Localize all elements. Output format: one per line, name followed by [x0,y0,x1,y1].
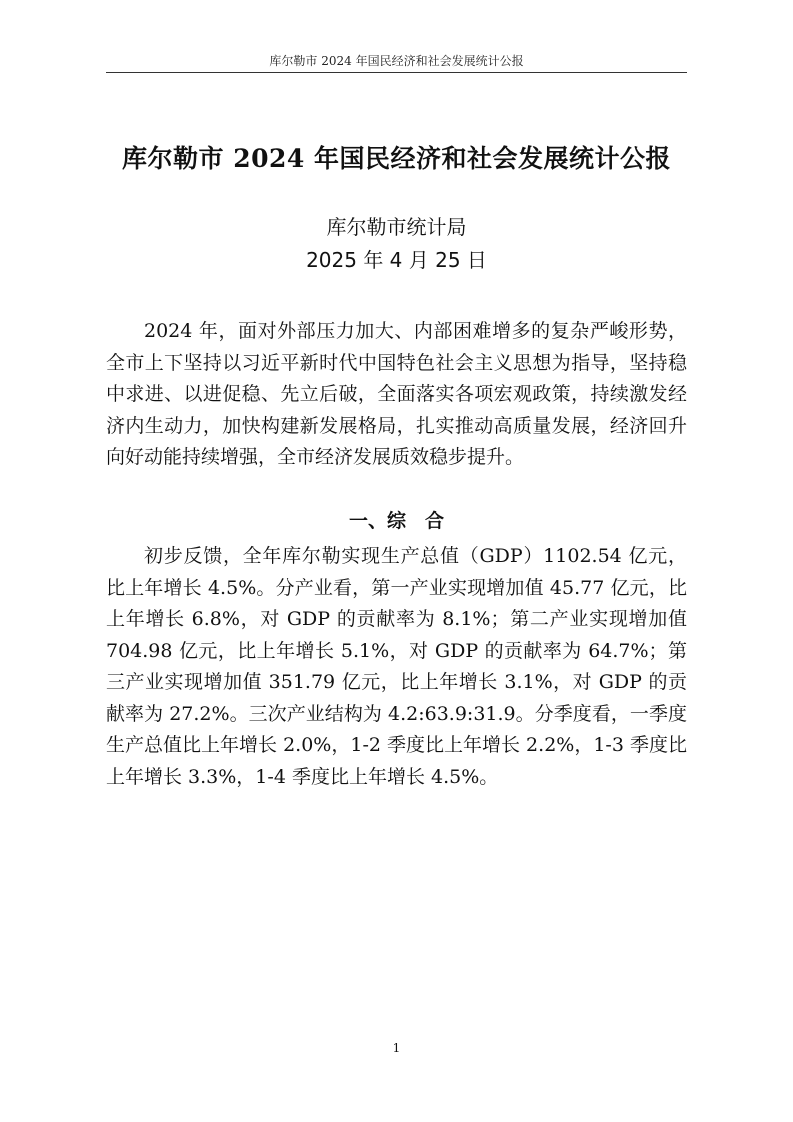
issue-date: 2025 年 4 月 25 日 [306,248,487,272]
section-heading-overview: 一、综 合 [348,510,444,532]
intro-paragraph: 2024 年，面对外部压力加大、内部困难增多的复杂严峻形势，全市上下坚持以习近平新时代中国特色社会主义思想为指导，坚持稳中求进、以进促稳、先立后破，全面落实各项宏观政策，持续激发经济内生动力，加快构建新发展格局，扎实推动高质量发展，经济回升向好动能持续增强，全市经济发展质效稳步提升。 [106,320,687,468]
section-paragraph-overview: 初步反馈，全年库尔勒实现生产总值（GDP）1102.54 亿元，比上年增长 4.5%。分产业看，第一产业实现增加值 45.77 亿元，比上年增长 6.8%，对 GDP 的贡献率为 8.1%；第二产业实现增加值 704.98 亿元，比上年增长 5.1%，对 GDP 的贡献率为 64.7%；第三产业实现增加值 351.79 亿元，比上年增长 3.1%，对 GDP 的贡献率为 27.2%。三次产业结构为 4.2:63.9:31.9。分季度看，一季度生产总值比上年增长 2.0%，1-2 季度比上年增长 2.2%，1-3 季度比上年增长 3.3%，1-4 季度比上年增长 4.5%。 [106,545,687,788]
issuing-agency: 库尔勒市统计局 [326,215,467,239]
page-number: 1 [392,1041,401,1055]
header-rule [106,72,687,73]
document-title: 库尔勒市 2024 年国民经济和社会发展统计公报 [122,144,671,173]
running-header: 库尔勒市 2024 年国民经济和社会发展统计公报 [269,54,524,68]
